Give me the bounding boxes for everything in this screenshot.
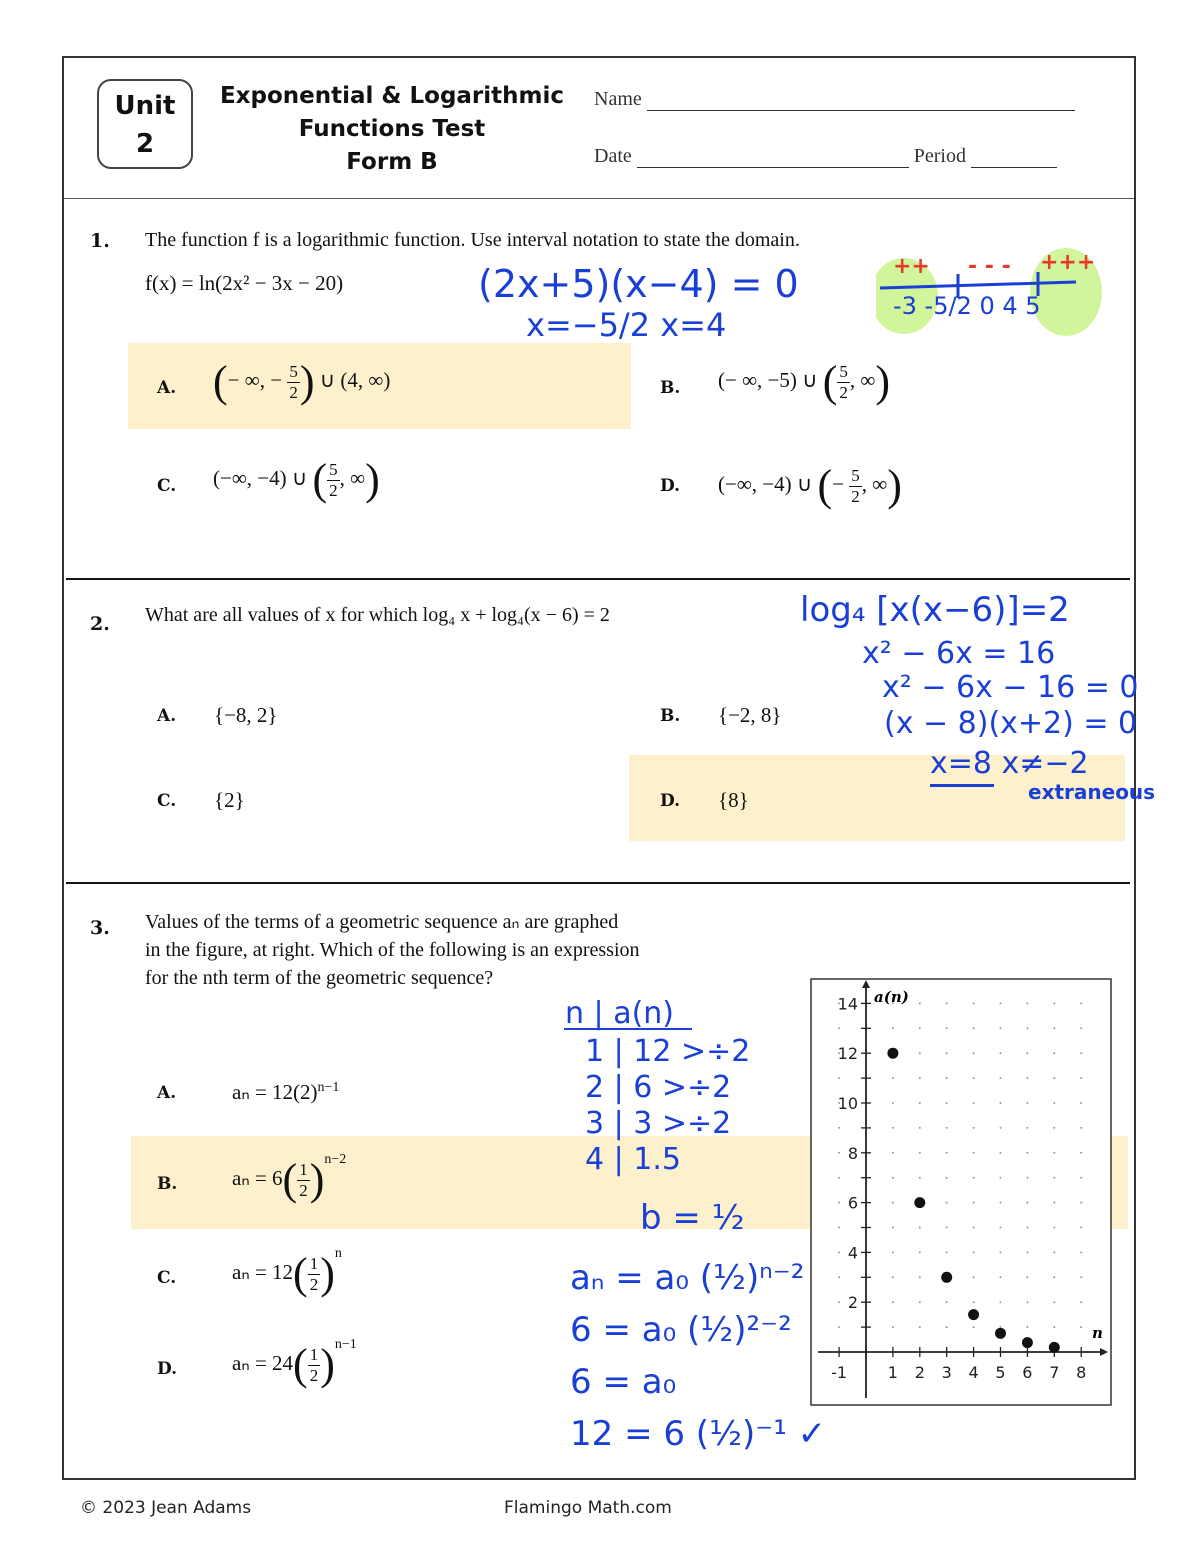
q1-equation: f(x) = ln(2x² − 3x − 20) <box>145 271 344 295</box>
x-tick-label: 4 <box>968 1363 979 1382</box>
name-label: Name <box>594 88 642 110</box>
grid-dot <box>1053 1052 1055 1054</box>
grid-dot <box>973 1202 975 1204</box>
grid-dot <box>1080 1251 1082 1253</box>
grid-dot <box>1026 1102 1028 1104</box>
grid-dot <box>1053 1027 1055 1029</box>
unit-badge <box>97 79 193 169</box>
grid-dot <box>1026 1326 1028 1328</box>
grid-dot <box>892 1102 894 1104</box>
grid-dot <box>1053 1276 1055 1278</box>
grid-dot <box>946 1102 948 1104</box>
q3-hw-row-4: 4 | 1.5 <box>585 1142 681 1177</box>
q3-option-a[interactable] <box>232 1080 339 1105</box>
q1-option-a[interactable]: (− ∞, − $\frac{5}{2}$ ) ∪ (4, ∞) <box>213 357 391 406</box>
name-line[interactable] <box>647 90 1075 111</box>
date-field[interactable] <box>594 145 1057 168</box>
grid-dot <box>919 1301 921 1303</box>
grid-dot <box>946 1052 948 1054</box>
grid-dot <box>838 1301 840 1303</box>
q3-d-lhs: aₙ = <box>232 1351 273 1375</box>
y-tick-label: 8 <box>847 1143 858 1163</box>
chart-x-label: n <box>1092 1324 1103 1342</box>
grid-dot <box>919 1077 921 1079</box>
grid-dot <box>946 1227 948 1229</box>
grid-dot <box>919 1251 921 1253</box>
grid-dot <box>838 1027 840 1029</box>
grid-dot <box>1026 1227 1028 1229</box>
grid-dot <box>946 1251 948 1253</box>
grid-dot <box>1080 1127 1082 1129</box>
y-tick-label: 10 <box>837 1094 858 1113</box>
grid-dot <box>1000 1002 1002 1004</box>
q3-a-exp: n−1 <box>317 1080 340 1095</box>
period-label: Period <box>913 145 966 167</box>
q3-option-d[interactable]: aₙ = 24( $\frac{1}{2}$ )$^{n-1}$ <box>232 1337 357 1390</box>
grid-dot <box>1026 1251 1028 1253</box>
x-tick-label: 2 <box>914 1363 925 1382</box>
grid-dot <box>892 1227 894 1229</box>
test-title <box>212 80 572 179</box>
name-field[interactable] <box>594 88 1075 111</box>
grid-dot <box>973 1002 975 1004</box>
grid-dot <box>838 1152 840 1154</box>
grid-dot <box>1080 1301 1082 1303</box>
q1-hw-factored: (2x+5)(x−4) = 0 <box>478 262 799 306</box>
q1-option-b[interactable]: (− ∞, −5) ∪ ( $\frac{5}{2}$ , ∞) <box>718 357 891 406</box>
data-point <box>1049 1342 1060 1353</box>
grid-dot <box>1080 1077 1082 1079</box>
grid-dot <box>973 1152 975 1154</box>
grid-dot <box>838 1202 840 1204</box>
grid-dot <box>1026 1152 1028 1154</box>
q1-number: 1. <box>90 230 110 252</box>
q1-hw-numberline-labels: -3 -5/2 0 4 5 <box>893 292 1041 320</box>
grid-dot <box>838 1077 840 1079</box>
q3-hw-work-3: 6 = a₀ <box>570 1362 677 1402</box>
grid-dot <box>1080 1202 1082 1204</box>
q3-hw-row-1: 1 | 12 >÷2 <box>585 1034 751 1069</box>
grid-dot <box>946 1301 948 1303</box>
grid-dot <box>946 1027 948 1029</box>
q3-hw-work <box>570 1252 826 1460</box>
grid-dot <box>892 1301 894 1303</box>
data-point <box>914 1197 925 1208</box>
grid-dot <box>1026 1177 1028 1179</box>
q3-option-b[interactable]: aₙ = 6( $\frac{1}{2}$ )$^{n-2}$ <box>232 1152 347 1205</box>
grid-dot <box>1026 1202 1028 1204</box>
x-tick-label: 7 <box>1049 1363 1060 1382</box>
q3-a-coef: 12(2) <box>272 1080 318 1104</box>
q1-hw-roots: x=−5/2 x=4 <box>526 306 727 344</box>
grid-dot <box>1053 1102 1055 1104</box>
grid-dot <box>1080 1326 1082 1328</box>
grid-dot <box>1080 1227 1082 1229</box>
grid-dot <box>1000 1027 1002 1029</box>
data-point <box>995 1328 1006 1339</box>
q3-c-lhs: aₙ = <box>232 1260 273 1284</box>
grid-dot <box>973 1276 975 1278</box>
q3-hw-work-2: 6 = a₀ (½)²⁻² <box>570 1310 792 1350</box>
grid-dot <box>1000 1251 1002 1253</box>
grid-dot <box>892 1177 894 1179</box>
q1-option-b-letter[interactable]: B. <box>660 378 681 398</box>
q3-number: 3. <box>90 917 110 939</box>
period-line[interactable] <box>971 147 1057 168</box>
grid-dot <box>1053 1127 1055 1129</box>
grid-dot <box>1053 1227 1055 1229</box>
grid-dot <box>919 1177 921 1179</box>
grid-dot <box>838 1326 840 1328</box>
q3-hw-work-4: 12 = 6 (½)⁻¹ ✓ <box>570 1414 827 1454</box>
grid-dot <box>838 1177 840 1179</box>
grid-dot <box>838 1251 840 1253</box>
footer-copyright: © 2023 Jean Adams <box>80 1498 252 1518</box>
q2-hw-line-5: x=8 x≠−2 <box>930 746 1089 781</box>
grid-dot <box>973 1077 975 1079</box>
grid-dot <box>919 1152 921 1154</box>
grid-dot <box>1000 1077 1002 1079</box>
y-tick-label: 14 <box>837 994 858 1014</box>
q1-option-c[interactable]: (−∞, −4) ∪ ( $\frac{5}{2}$ , ∞) <box>213 455 380 504</box>
q1-option-d[interactable]: (−∞, −4) ∪ (− $\frac{5}{2}$ , ∞) <box>718 461 902 510</box>
q3-text-line-2: in the figure, at right. Which of the following is an expression <box>145 939 640 961</box>
grid-dot <box>1000 1202 1002 1204</box>
q3-text-line-3: for the nth term of the geometric sequence? <box>145 967 494 989</box>
grid-dot <box>1026 1002 1028 1004</box>
y-tick-label: 6 <box>847 1193 858 1213</box>
q2-text: What are all values of x for which log₄ x + log₄(x − 6) = 2 <box>145 604 610 626</box>
grid-dot <box>946 1326 948 1328</box>
q3-d-coef: 24 <box>272 1351 294 1375</box>
grid-dot <box>1000 1301 1002 1303</box>
q2-hw-line-4: (x − 8)(x+2) = 0 <box>884 706 1138 741</box>
grid-dot <box>1053 1202 1055 1204</box>
grid-dot <box>1026 1027 1028 1029</box>
q2-hw-line-2: x² − 6x = 16 <box>862 636 1056 671</box>
q3-hw-row-2: 2 | 6 >÷2 <box>585 1070 732 1105</box>
q2-option-d[interactable]: {8} <box>718 788 749 812</box>
x-tick-label: 1 <box>887 1363 898 1382</box>
grid-dot <box>919 1227 921 1229</box>
grid-dot <box>919 1052 921 1054</box>
grid-dot <box>919 1027 921 1029</box>
grid-dot <box>973 1127 975 1129</box>
y-tick-label: 4 <box>847 1243 858 1263</box>
grid-dot <box>1026 1276 1028 1278</box>
q2-hw-line-3: x² − 6x − 16 = 0 <box>882 670 1139 705</box>
x-tick-label: 6 <box>1022 1363 1033 1382</box>
header-divider <box>64 198 1134 199</box>
grid-dot <box>973 1027 975 1029</box>
grid-dot <box>973 1251 975 1253</box>
y-tick-label: 2 <box>847 1293 858 1313</box>
grid-dot <box>1080 1027 1082 1029</box>
grid-dot <box>973 1326 975 1328</box>
q3-text-line-1: Values of the terms of a geometric sequence aₙ are graphed <box>145 911 619 933</box>
divider-1 <box>66 578 1130 580</box>
data-point <box>1022 1337 1033 1348</box>
grid-dot <box>838 1127 840 1129</box>
q1-hw-signs-right: +++ <box>1040 250 1096 275</box>
grid-dot <box>919 1102 921 1104</box>
grid-dot <box>946 1202 948 1204</box>
grid-dot <box>1080 1276 1082 1278</box>
grid-dot <box>892 1276 894 1278</box>
x-tick-label: 3 <box>941 1363 952 1382</box>
grid-dot <box>1080 1102 1082 1104</box>
grid-dot <box>946 1077 948 1079</box>
q3-option-c-letter[interactable]: C. <box>157 1268 177 1288</box>
q1-option-d-letter[interactable]: D. <box>660 476 681 496</box>
title-line-2: Functions Test <box>298 116 486 142</box>
x-tick-label: 5 <box>995 1363 1006 1382</box>
unit-number: 2 <box>135 129 155 159</box>
q3-hw-ratio: b = ½ <box>640 1198 745 1238</box>
x-tick-label: -1 <box>831 1363 848 1382</box>
data-point <box>887 1048 898 1059</box>
grid-dot <box>892 1127 894 1129</box>
grid-dot <box>1026 1127 1028 1129</box>
q1-hw-signs-left: ++ <box>893 254 930 279</box>
chart-border <box>811 979 1111 1405</box>
grid-dot <box>1053 1301 1055 1303</box>
grid-dot <box>946 1152 948 1154</box>
q3-option-c[interactable]: aₙ = 12( $\frac{1}{2}$ )$^n$ <box>232 1246 342 1299</box>
grid-dot <box>1026 1077 1028 1079</box>
grid-dot <box>838 1276 840 1278</box>
grid-dot <box>1026 1301 1028 1303</box>
unit-label: Unit <box>114 91 176 121</box>
q3-text <box>145 908 640 992</box>
q3-option-a-letter[interactable]: A. <box>157 1083 177 1103</box>
grid-dot <box>1080 1002 1082 1004</box>
grid-dot <box>973 1102 975 1104</box>
q1-option-c-letter[interactable]: C. <box>157 476 177 496</box>
data-point <box>968 1309 979 1320</box>
grid-dot <box>892 1251 894 1253</box>
title-line-1: Exponential & Logarithmic <box>219 83 565 109</box>
grid-dot <box>919 1276 921 1278</box>
q2-option-a-letter[interactable]: A. <box>157 706 177 726</box>
q1-option-a-letter[interactable]: A. <box>157 378 177 398</box>
grid-dot <box>946 1177 948 1179</box>
grid-dot <box>1053 1002 1055 1004</box>
grid-dot <box>919 1002 921 1004</box>
grid-dot <box>1080 1177 1082 1179</box>
sequence-chart <box>810 978 1112 1406</box>
grid-dot <box>1000 1152 1002 1154</box>
q3-option-d-letter[interactable]: D. <box>157 1359 178 1379</box>
q3-d-exp: n−1 <box>334 1337 357 1352</box>
grid-dot <box>1053 1326 1055 1328</box>
title-line-3: Form B <box>346 149 438 175</box>
q3-hw-row-3: 3 | 3 >÷2 <box>585 1106 732 1141</box>
grid-dot <box>1080 1152 1082 1154</box>
q3-option-b-letter[interactable]: B. <box>157 1174 178 1194</box>
grid-dot <box>1026 1052 1028 1054</box>
chart-y-label: a(n) <box>874 988 909 1006</box>
grid-dot <box>973 1177 975 1179</box>
q3-hw-table-rows <box>585 1034 750 1178</box>
grid-dot <box>919 1326 921 1328</box>
q2-option-b-letter[interactable]: B. <box>660 706 681 726</box>
q2-option-d-letter[interactable]: D. <box>660 791 681 811</box>
data-point <box>941 1272 952 1283</box>
grid-dot <box>1000 1326 1002 1328</box>
grid-dot <box>892 1027 894 1029</box>
grid-dot <box>1053 1077 1055 1079</box>
q3-hw-work-1: aₙ = a₀ (½)ⁿ⁻² <box>570 1258 805 1298</box>
grid-dot <box>1000 1127 1002 1129</box>
q1-text: The function f is a logarithmic function. Use interval notation to state the domain. <box>145 229 800 251</box>
grid-dot <box>892 1077 894 1079</box>
q2-hw-underline <box>930 784 994 787</box>
grid-dot <box>1000 1227 1002 1229</box>
grid-dot <box>838 1227 840 1229</box>
y-tick-label: 12 <box>837 1044 858 1064</box>
divider-2 <box>66 882 1130 884</box>
q2-option-b[interactable]: {−2, 8} <box>718 703 782 727</box>
grid-dot <box>892 1202 894 1204</box>
q3-b-exp: n−2 <box>324 1152 347 1167</box>
grid-dot <box>973 1301 975 1303</box>
grid-dot <box>1000 1276 1002 1278</box>
grid-dot <box>892 1326 894 1328</box>
q1-hw-signs-mid: - - - <box>968 254 1011 279</box>
q3-c-exp: n <box>334 1246 342 1261</box>
q2-option-a[interactable]: {−8, 2} <box>214 703 278 727</box>
q3-a-lhs: aₙ = <box>232 1080 273 1104</box>
grid-dot <box>1053 1152 1055 1154</box>
grid-dot <box>1053 1251 1055 1253</box>
grid-dot <box>973 1052 975 1054</box>
date-label: Date <box>594 145 632 167</box>
grid-dot <box>919 1127 921 1129</box>
grid-dot <box>1000 1102 1002 1104</box>
grid-dot <box>1080 1052 1082 1054</box>
grid-dot <box>973 1227 975 1229</box>
q3-b-coef: 6 <box>272 1166 283 1190</box>
q2-hw-extraneous: extraneous <box>1028 780 1156 804</box>
q2-option-c-letter[interactable]: C. <box>157 791 177 811</box>
grid-dot <box>1000 1177 1002 1179</box>
grid-dot <box>1000 1052 1002 1054</box>
grid-dot <box>892 1152 894 1154</box>
grid-dot <box>946 1002 948 1004</box>
q3-hw-table-head: n | a(n) <box>565 996 674 1031</box>
q2-number: 2. <box>90 613 110 635</box>
grid-dot <box>1053 1177 1055 1179</box>
q2-hw-line-1: log₄ [x(x−6)]=2 <box>800 590 1070 630</box>
grid-dot <box>946 1127 948 1129</box>
date-line[interactable] <box>637 147 909 168</box>
q3-hw-table-rule <box>564 1028 692 1030</box>
footer-site: Flamingo Math.com <box>504 1498 672 1518</box>
q3-b-lhs: aₙ = <box>232 1166 273 1190</box>
q2-option-c[interactable]: {2} <box>214 788 245 812</box>
q3-c-coef: 12 <box>272 1260 294 1284</box>
x-tick-label: 8 <box>1076 1363 1087 1382</box>
